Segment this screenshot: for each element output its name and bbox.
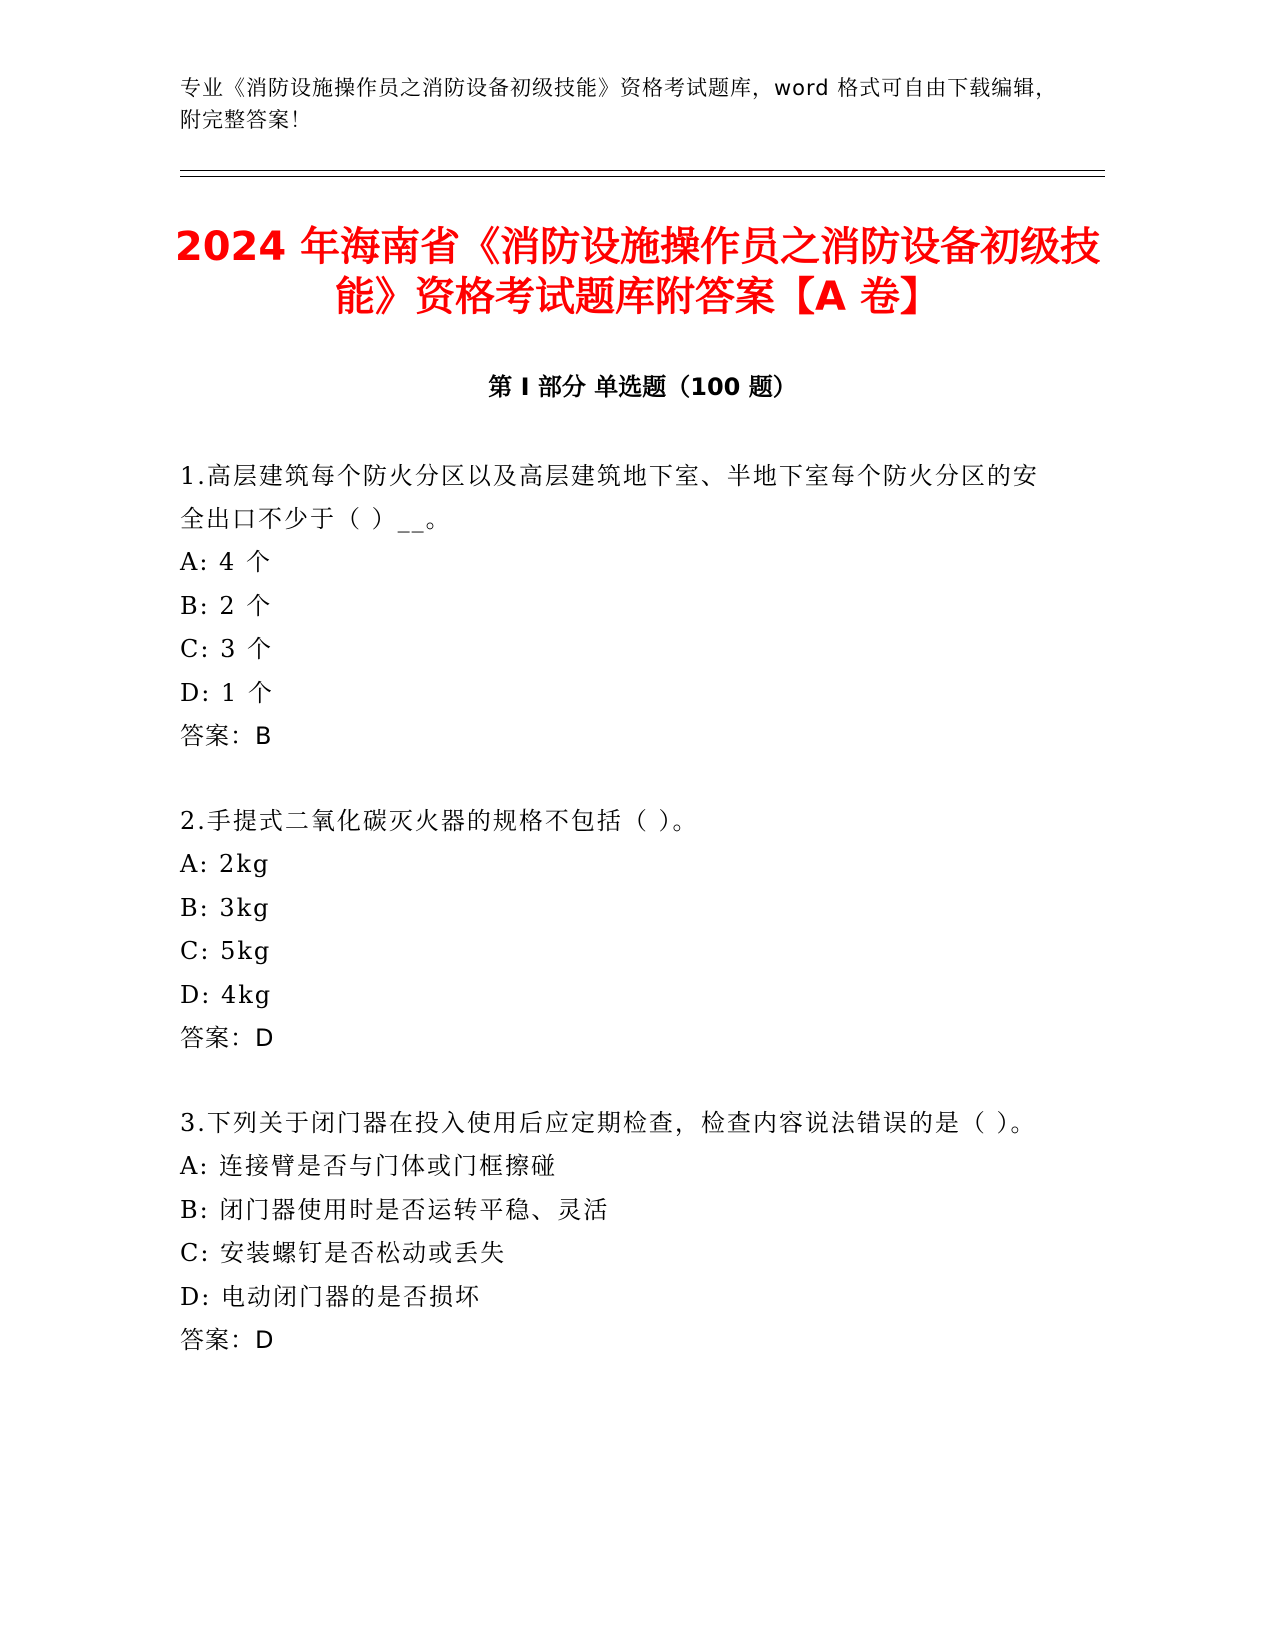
question-stem: 1.高层建筑每个防火分区以及高层建筑地下室、半地下室每个防火分区的安全出口不少于（ ）__。 (180, 462, 1039, 533)
option-a: A: 连接臂是否与门体或门框擦碰 (180, 1152, 558, 1180)
option-a: A: 2kg (180, 850, 271, 878)
option-b: B: 闭门器使用时是否运转平稳、灵活 (180, 1195, 610, 1224)
answer: 答案：D (180, 1024, 275, 1052)
question-2 (180, 800, 1060, 1060)
section-title: 第 I 部分 单选题（100 题） (488, 373, 797, 401)
question-list (180, 455, 1060, 1404)
option-d: D: 4kg (180, 980, 273, 1009)
option-a: A: 4 个 (180, 548, 272, 576)
question-stem: 3.下列关于闭门器在投入使用后应定期检查，检查内容说法错误的是（ ）。 (180, 1109, 1037, 1137)
answer: 答案：D (180, 1326, 275, 1354)
document-title: 2024 年海南省《消防设施操作员之消防设备初级技能》资格考试题库附答案【A 卷】 (174, 224, 1101, 320)
option-d: D: 电动闭门器的是否损坏 (180, 1282, 481, 1311)
header-divider-top (180, 170, 1105, 171)
question-3 (180, 1102, 1060, 1362)
question-1 (180, 455, 1060, 758)
option-c: C: 5kg (180, 937, 272, 965)
header-divider-bottom (180, 176, 1105, 177)
option-b: B: 2 个 (180, 591, 273, 620)
header-note: 专业《消防设施操作员之消防设备初级技能》资格考试题库，word 格式可自由下载编辑，附完整答案！ (180, 76, 1058, 132)
option-d: D: 1 个 (180, 678, 274, 707)
option-c: C: 3 个 (180, 635, 273, 663)
option-b: B: 3kg (180, 893, 271, 922)
answer: 答案：B (180, 722, 273, 750)
option-c: C: 安装螺钉是否松动或丢失 (180, 1239, 507, 1267)
question-stem: 2.手提式二氧化碳灭火器的规格不包括（ ）。 (180, 807, 699, 835)
